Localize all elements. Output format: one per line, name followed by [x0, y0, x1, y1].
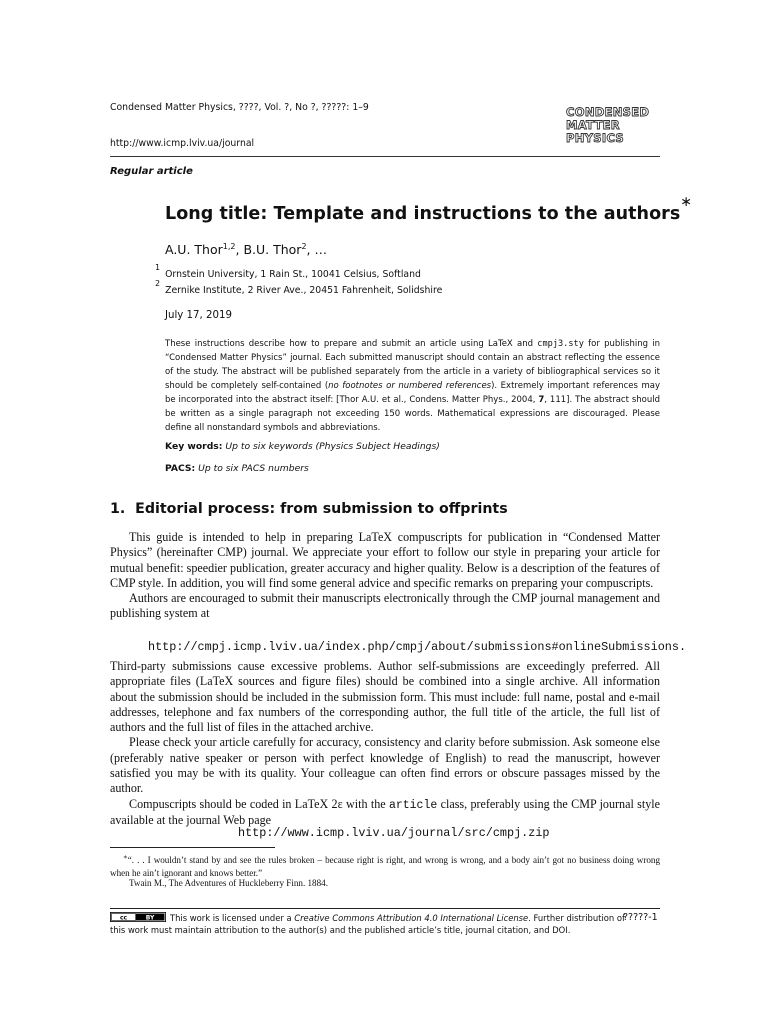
- author-1-affiliation: 1,2: [222, 242, 236, 251]
- affiliation-number: 1: [155, 263, 161, 272]
- footnote-mark: ∗: [123, 853, 128, 861]
- license-text-2: . Further distribution of this work must maintain attribution to the author(s) and the published article’s title, journal citation, and DOI.: [110, 913, 625, 935]
- journal-citation-line: Condensed Matter Physics, ????, Vol. ?, No ?, ?????: 1–9: [110, 102, 369, 113]
- article-type: Regular article: [110, 166, 193, 177]
- logo-line-matter: MATTER: [566, 118, 620, 132]
- abstract-text-2: for publishing in “Condensed Matter Physics” journal. Each submitted manuscript should contain an abstract reflecting the essence of the study. The abstract will be published separately from the article in a variety of bibliographical services so it should be completely self-contained (: [165, 339, 660, 391]
- abstract: [165, 337, 660, 435]
- footnote: [110, 851, 660, 880]
- paper-title: [165, 194, 693, 224]
- abstract-text-1: These instructions describe how to prepare and submit an article using LaTeX and: [165, 339, 538, 349]
- pacs: [165, 463, 309, 474]
- by-badge-text: BY: [145, 914, 155, 922]
- article-class-code: article: [388, 798, 438, 812]
- affiliation-number: 2: [155, 279, 161, 288]
- author-2-affiliation: 2: [301, 242, 307, 251]
- header-rule: [110, 156, 660, 157]
- paper-title-text: Long title: Template and instructions to the authors: [165, 203, 681, 224]
- license-notice: [110, 912, 630, 936]
- abstract-text-4: , 111]. The abstract should be written as a single paragraph not exceeding 150 words. Mathematical expressions are discouraged. Please define all nonstandard symbols and abbreviations.: [165, 395, 661, 433]
- footnote-rule: [110, 847, 275, 848]
- abstract-text-3: ). Extremely important references may be incorporated into the abstract itself: [Thor A.U. et al., Condens. Matter Phys., 2004,: [165, 381, 660, 405]
- author-1: A.U. Thor: [165, 242, 223, 257]
- page-number: ?????-1: [623, 912, 658, 923]
- journal-url[interactable]: http://www.icmp.lviv.ua/journal: [110, 138, 255, 149]
- license-text-1: This work is licensed under a: [170, 913, 295, 923]
- style-download-url[interactable]: http://www.icmp.lviv.ua/journal/src/cmpj.zip: [238, 826, 550, 840]
- section-heading: [110, 501, 508, 517]
- author-list: [165, 242, 327, 257]
- keywords: [165, 441, 440, 452]
- footer-rule: [110, 908, 660, 909]
- cc-badge-text: cc: [119, 914, 128, 922]
- paragraph-4: Please check your article carefully for accuracy, consistency and clarity before submission. Ask someone else (preferably native speaker or person with perfect knowledge of English) to read the manuscript, however satisfied you may be with its quality. Your colleague can often find errors or obscure passages missed by the author.: [110, 735, 660, 796]
- cc-by-badge-icon[interactable]: [110, 912, 166, 922]
- abstract-volume: 7: [538, 395, 545, 405]
- license-link[interactable]: Creative Commons Attribution 4.0 International License: [294, 913, 529, 923]
- body-block-2: [110, 659, 660, 828]
- keywords-value: Up to six keywords (Physics Subject Headings): [225, 441, 440, 452]
- abstract-code: cmpj3.sty: [537, 339, 584, 349]
- pacs-label: PACS:: [165, 463, 196, 474]
- logo-line-physics: PHYSICS: [566, 131, 624, 145]
- paragraph-5: [110, 797, 660, 829]
- pacs-value: Up to six PACS numbers: [198, 463, 309, 474]
- body-block-1: [110, 530, 660, 622]
- section-title: Editorial process: from submission to offprints: [135, 501, 508, 517]
- paragraph-5-text-b: class, preferably using the CMP journal style available at the journal Web page: [110, 796, 660, 827]
- affiliation-text: Zernike Institute, 2 River Ave., 20451 Fahrenheit, Solidshire: [165, 285, 443, 297]
- abstract-italic: no footnotes or numbered references: [328, 381, 492, 391]
- paragraph-5-text-a: Compuscripts should be coded in LaTeX 2ε with the: [129, 796, 389, 811]
- footnote-quote: “. . . I wouldn’t stand by and see the rules broken – because right is right, and wrong is wrong, and a body ain’t got no business doing wrong when he ain’t ignorant and knows better.”: [110, 855, 660, 879]
- affiliation-2: [155, 279, 443, 297]
- affiliation-text: Ornstein University, 1 Rain St., 10041 Celsius, Softland: [165, 269, 421, 281]
- title-footnote-mark[interactable]: ∗: [680, 194, 693, 210]
- publication-date: July 17, 2019: [165, 310, 232, 321]
- keywords-label: Key words:: [165, 441, 223, 452]
- author-2: B.U. Thor: [243, 242, 302, 257]
- author-etc: , …: [306, 242, 327, 257]
- section-number: 1.: [110, 501, 126, 517]
- paragraph-1: This guide is intended to help in preparing LaTeX compuscripts for publication in “Condensed Matter Physics” (hereinafter CMP) journal. We appreciate your effort to follow our style in preparing your article for mutual benefit: speedier publication, greater accuracy and higher quality. Below is a description of the features of CMP style. In addition, you will find some general advice and specific remarks on preparing your compuscripts.: [110, 530, 660, 590]
- affiliation-1: [155, 263, 421, 281]
- submission-url[interactable]: http://cmpj.icmp.lviv.ua/index.php/cmpj/about/submissions#onlineSubmissions.: [148, 640, 687, 654]
- logo-line-condensed: CONDENSED: [566, 105, 650, 119]
- author-separator: ,: [235, 242, 244, 257]
- paragraph-2: Authors are encouraged to submit their manuscripts electronically through the CMP journal management and publishing system at: [110, 591, 660, 621]
- paragraph-3: Third-party submissions cause excessive problems. Author self-submissions are exceedingly preferred. All appropriate files (LaTeX sources and figure files) should be combined into a single archive. All information about the submission should be included in the submission form. This must include: full name, postal and e-mail addresses, telephone and fax numbers of the corresponding author, the full title of the article, the full list of authors and the full list of files in the attached archive.: [110, 659, 660, 735]
- journal-logo: [566, 103, 662, 145]
- footnote-source: Twain M., The Adventures of Huckleberry Finn. 1884.: [129, 878, 328, 888]
